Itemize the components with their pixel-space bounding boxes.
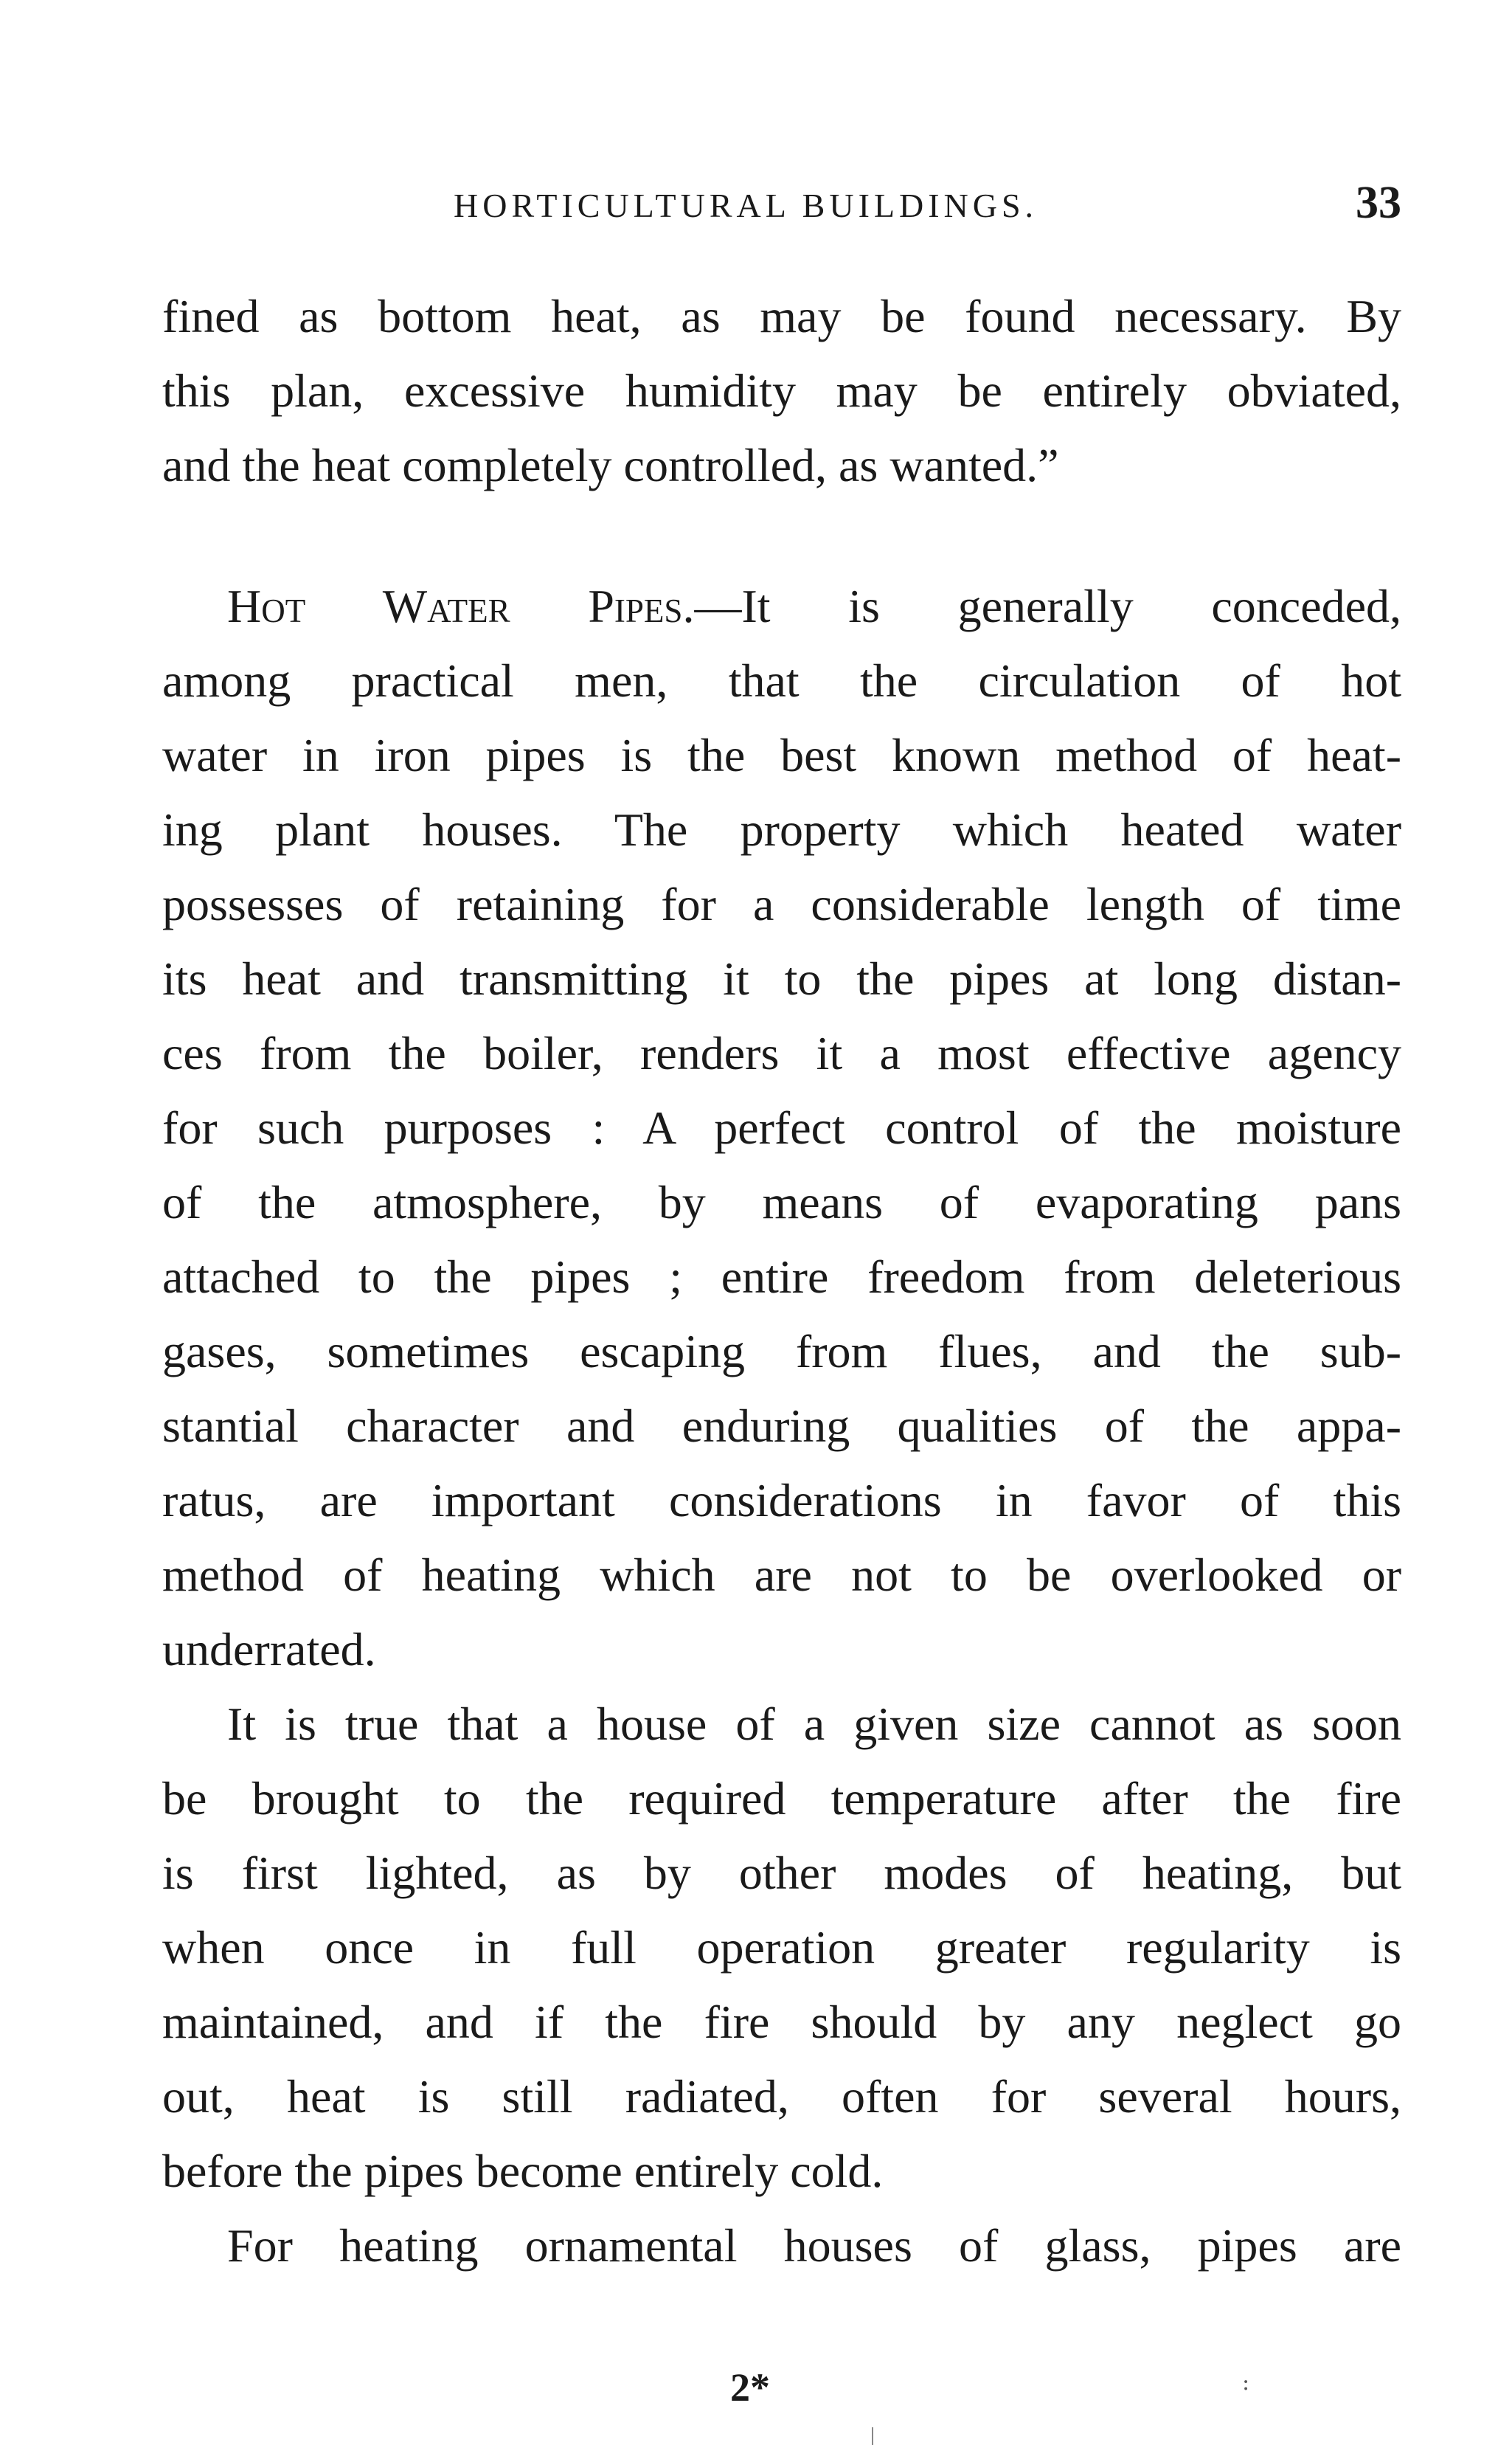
text-line: underrated. <box>162 1623 376 1675</box>
body-text <box>162 279 1401 2283</box>
text-line: It is true that a house of a given size cannot as soon <box>227 1698 1401 1750</box>
text-line: before the pipes become entirely cold. <box>162 2145 884 2197</box>
page-number: 33 <box>1356 178 1401 228</box>
text-line: attached to the pipes ; entire freedom from deleterious <box>162 1251 1401 1303</box>
text-line: among practical men, that the circulation of hot <box>162 654 1401 707</box>
section-first-line <box>162 569 1401 643</box>
text-line: is first lighted, as by other modes of heating, but <box>162 1847 1401 1899</box>
text-line: of the atmosphere, by means of evaporating pans <box>162 1176 1401 1228</box>
text-line: out, heat is still radiated, often for several hours, <box>162 2070 1401 2123</box>
text-line: possesses of retaining for a considerable length of time <box>162 878 1401 930</box>
text-line: stantial character and enduring qualities of the appa- <box>162 1400 1401 1452</box>
text-line: for such purposes : A perfect control of the moisture <box>162 1102 1401 1154</box>
text-line: For heating ornamental houses of glass, pipes are <box>227 2219 1401 2272</box>
section-heading: Hot Water Pipes. <box>227 580 695 632</box>
text-line: ing plant houses. The property which heated water <box>162 803 1401 856</box>
text-line: its heat and transmitting it to the pipes at long distan- <box>162 952 1401 1005</box>
text-line: method of heating which are not to be overlooked or <box>162 1549 1401 1601</box>
signature-mark: 2* <box>730 2365 770 2410</box>
text-line: water in iron pipes is the best known method of heat- <box>162 729 1401 781</box>
text-line: fined as bottom heat, as may be found necessary. By <box>162 290 1401 342</box>
margin-mark: : <box>1242 2370 1250 2396</box>
text-line: this plan, excessive humidity may be entirely obviated, <box>162 364 1401 417</box>
text-line: when once in full operation greater regularity is <box>162 1921 1401 1974</box>
text-line: maintained, and if the fire should by any neglect go <box>162 1996 1401 2048</box>
text-line: be brought to the required temperature after the fire <box>162 1772 1401 1825</box>
section-first-line-rest: —It is generally conceded, <box>694 580 1402 632</box>
running-head <box>162 170 1401 236</box>
text-line: ces from the boiler, renders it a most effective agency <box>162 1027 1401 1079</box>
paragraph-gap <box>162 502 1401 569</box>
binding-mark <box>872 2427 873 2445</box>
running-title: HORTICULTURAL BUILDINGS. <box>454 187 1038 224</box>
text-line: and the heat completely controlled, as wanted.” <box>162 439 1059 491</box>
text-line: ratus, are important considerations in favor of this <box>162 1474 1401 1526</box>
text-line: gases, sometimes escaping from flues, and the sub- <box>162 1325 1401 1377</box>
